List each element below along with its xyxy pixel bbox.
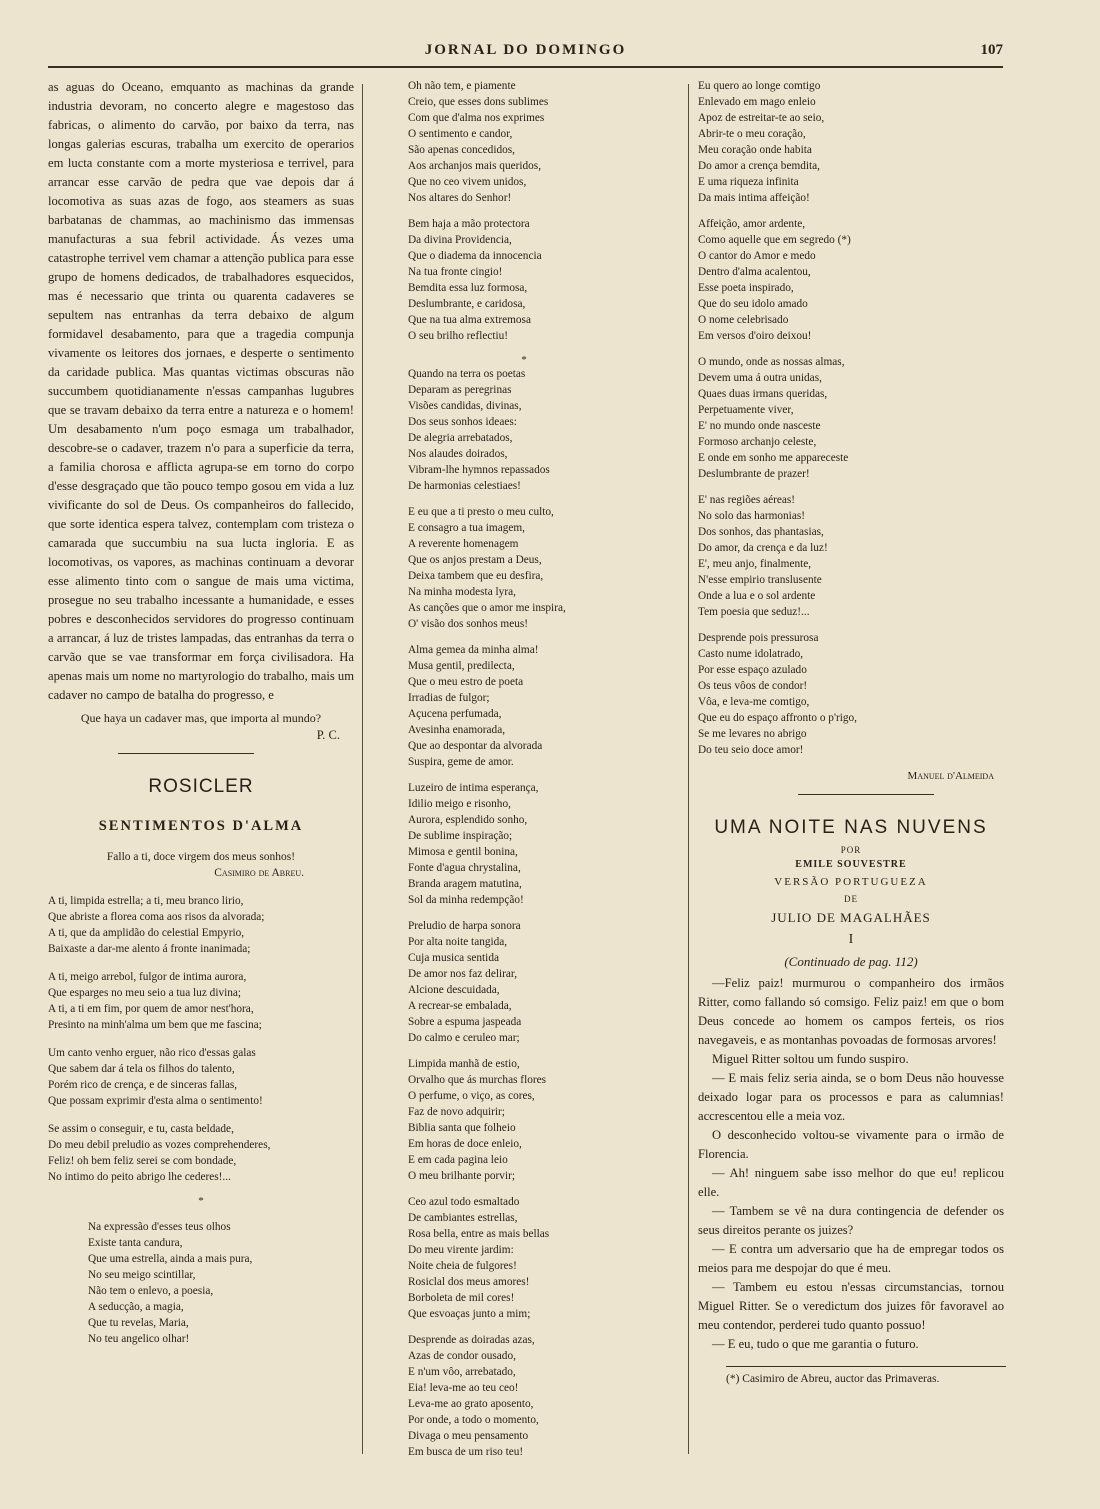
verse-line: Que do seu idolo amado [698, 298, 808, 310]
verse-line: Existe tanta candura, [88, 1237, 183, 1249]
verse-line: E n'um vôo, arrebatado, [408, 1366, 516, 1378]
verse-line: Na tua fronte cingio! [408, 266, 503, 278]
verse-line: E em cada pagina leio [408, 1154, 508, 1166]
verse-line: Na expressão d'esses teus olhos [88, 1221, 231, 1233]
verse-line: De sublime inspiração; [408, 830, 513, 842]
verse-line: Suspira, geme de amor. [408, 756, 514, 768]
verse-line: Do amor, da crença e da luz! [698, 542, 828, 554]
verse-line: A ti, que da amplidão do celestial Empyrio, [48, 927, 245, 939]
stanza [408, 1194, 640, 1322]
verse-line: Na minha modesta lyra, [408, 586, 516, 598]
verse-line: Luzeiro de intima esperança, [408, 782, 539, 794]
verse-line: Aurora, esplendido sonho, [408, 814, 528, 826]
epigraph-text: Fallo a ti, doce virgem dos meus sonhos! [106, 851, 296, 863]
verse-line: A ti, meigo arrebol, fulgor de intima aurora, [48, 971, 247, 983]
stanza [408, 642, 640, 770]
stanza [48, 1121, 354, 1185]
verse-line: Avesinha enamorada, [408, 724, 506, 736]
stanza [698, 492, 1004, 620]
stanza [698, 78, 1004, 206]
verse-line: Da mais intima affeição! [698, 192, 810, 204]
verse-line: E eu que a ti presto o meu culto, [408, 506, 554, 518]
poem-epigraph [48, 849, 354, 881]
journal-title: JORNAL DO DOMINGO [424, 42, 627, 58]
epigraph-author: Casimiro de Abreu. [214, 867, 304, 879]
verse-line: Abrir-te o meu coração, [698, 128, 806, 140]
verse-line: Que eu do espaço affronto o p'rigo, [698, 712, 857, 724]
verse-line: Tem poesia que seduz!... [698, 606, 810, 618]
story-paragraph: Miguel Ritter soltou um fundo suspiro. [712, 1052, 909, 1066]
verse-line: Cuja musica sentida [408, 952, 499, 964]
verse-line: Que esvoaças junto a mim; [408, 1308, 531, 1320]
verse-line: Eu quero ao longe comtigo [698, 80, 821, 92]
stanza [88, 1219, 354, 1347]
verse-line: Vôa, e leva-me comtigo, [698, 696, 810, 708]
verse-line: Não tem o enlevo, a poesia, [88, 1285, 214, 1297]
verse-line: Do meu debil preludio as vozes comprehenderes, [48, 1139, 271, 1151]
verse-line: Presinto na minh'alma um bem que me fascina; [48, 1019, 262, 1031]
verse-line: Biblia santa que folheio [408, 1122, 516, 1134]
section-divider [798, 794, 934, 795]
verse-line: Baixaste a dar-me alento á fronte inanimada; [48, 943, 251, 955]
story-paragraph: O desconhecido voltou-se vivamente para o irmão de Florencia. [698, 1128, 1004, 1161]
verse-line: No teu angelico olhar! [88, 1333, 190, 1345]
verse-line: Que tu revelas, Maria, [88, 1317, 189, 1329]
verse-line: O' visão dos sonhos meus! [408, 618, 529, 630]
verse-line: As canções que o amor me inspira, [408, 602, 566, 614]
verse-line: Esse poeta inspirado, [698, 282, 794, 294]
verse-line: Rosa bella, entre as mais bellas [408, 1228, 550, 1240]
verse-line: E consagro a tua imagem, [408, 522, 526, 534]
verse-line: Divaga o meu pensamento [408, 1430, 529, 1442]
story-title: UMA NOITE NAS NUVENS [714, 817, 988, 838]
story-paragraph: — Tambem se vê na dura contingencia de defender os seus direitos perante os juizes? [698, 1204, 1004, 1237]
stanza [48, 893, 354, 957]
story-paragraph: — E contra um adversario que ha de empregar todos os meios para me despojar do que é meu. [698, 1242, 1004, 1275]
verse-line: Nos altares do Senhor! [408, 192, 512, 204]
story-de: DE [844, 894, 858, 904]
verse-line: Bemdita essa luz formosa, [408, 282, 528, 294]
story-version: VERSÃO PORTUGUEZA [774, 876, 928, 888]
verse-line: De alegria arrebatados, [408, 432, 513, 444]
poem-stanzas-col2-before [408, 78, 640, 344]
article-signature: P. C. [316, 728, 340, 742]
verse-line: Que abriste a florea coma aos risos da alvorada; [48, 911, 265, 923]
verse-line: Musa gentil, predilecta, [408, 660, 515, 672]
verse-line: Alcione descuidada, [408, 984, 500, 996]
verse-line: E', meu anjo, finalmente, [698, 558, 812, 570]
stanza [408, 78, 640, 206]
verse-line: Que o diadema da innocencia [408, 250, 542, 262]
poem-title: ROSICLER [148, 776, 254, 797]
verse-line: Idilio meigo e risonho, [408, 798, 511, 810]
stanza [698, 630, 1004, 758]
verse-line: A seducção, a magia, [88, 1301, 184, 1313]
stanza-separator: * [198, 1195, 204, 1207]
verse-line: Por esse espaço azulado [698, 664, 807, 676]
stanza [408, 1332, 640, 1460]
verse-line: Desprende as doiradas azas, [408, 1334, 535, 1346]
stanza [408, 918, 640, 1046]
story-body [698, 974, 1004, 1354]
verse-line: E' nas regiões aéreas! [698, 494, 796, 506]
verse-line: Um canto venho erguer, não rico d'essas galas [48, 1047, 256, 1059]
verse-line: Porém rico de crença, e de sinceras fallas, [48, 1079, 238, 1091]
verse-line: Branda aragem matutina, [408, 878, 522, 890]
verse-line: E uma riqueza infinita [698, 176, 799, 188]
verse-line: Do amor a crença bemdita, [698, 160, 821, 172]
verse-line: Alma gemea da minha alma! [408, 644, 539, 656]
verse-line: Nos alaudes doirados, [408, 448, 508, 460]
poem-stanzas-col2-after [408, 366, 640, 1460]
verse-line: No intimo do peito abrigo lhe cederes!... [48, 1171, 231, 1183]
verse-line: A ti, limpida estrella; a ti, meu branco lirio, [48, 895, 244, 907]
stanza [408, 780, 640, 908]
verse-line: O perfume, o viço, as cores, [408, 1090, 535, 1102]
poem-stanzas-col1 [48, 893, 354, 1185]
poem-stanzas-col1-after [48, 1219, 354, 1347]
verse-line: E onde em sonho me appareceste [698, 452, 849, 464]
column-3 [698, 78, 1004, 1385]
verse-line: Vibram-lhe hymnos repassados [408, 464, 550, 476]
verse-line: Desprende pois pressurosa [698, 632, 819, 644]
verse-line: Azas de condor ousado, [408, 1350, 516, 1362]
story-paragraph: —Feliz paiz! murmurou o companheiro dos irmãos Ritter, como fallando só comsigo. Feliz paiz! em que o bom Deus concede ao homem os campos ferteis, os rios navegaveis, e as montanhas povoadas de formosas arvores! [698, 976, 1004, 1047]
verse-line: Que possam exprimir d'esta alma o sentimento! [48, 1095, 263, 1107]
verse-line: O cantor do Amor e medo [698, 250, 816, 262]
story-continued: (Continuado de pag. 112) [784, 954, 918, 969]
verse-line: Açucena perfumada, [408, 708, 502, 720]
verse-line: Que esparges no meu seio a tua luz divina; [48, 987, 242, 999]
verse-line: Devem uma á outra unidas, [698, 372, 822, 384]
verse-line: Deparam as peregrinas [408, 384, 512, 396]
verse-line: Deslumbrante de prazer! [698, 468, 810, 480]
verse-line: Que uma estrella, ainda a mais pura, [88, 1253, 253, 1265]
poem-author: Manuel d'Almeida [907, 770, 994, 782]
column-2 [408, 78, 640, 1460]
verse-line: Os teus vôos de condor! [698, 680, 808, 692]
verse-line: Borboleta de mil cores! [408, 1292, 515, 1304]
verse-line: Irradias de fulgor; [408, 692, 490, 704]
verse-line: Onde a lua e o sol ardente [698, 590, 816, 602]
verse-line: São apenas concedidos, [408, 144, 515, 156]
verse-line: Que os anjos prestam a Deus, [408, 554, 542, 566]
verse-line: Orvalho que ás murchas flores [408, 1074, 547, 1086]
verse-line: N'esse empirio translusente [698, 574, 822, 586]
verse-line: No solo das harmonias! [698, 510, 805, 522]
stanza [408, 504, 640, 632]
stanza [48, 1045, 354, 1109]
poem-subtitle: SENTIMENTOS D'ALMA [98, 818, 304, 834]
verse-line: Deslumbrante, e caridosa, [408, 298, 526, 310]
page-number: 107 [980, 42, 1003, 58]
verse-line: Rosiclal dos meus amores! [408, 1276, 530, 1288]
story-paragraph: — Ah! ninguem sabe isso melhor do que eu! replicou elle. [698, 1166, 1004, 1199]
verse-line: A ti, a ti em fim, por quem de amor nest'hora, [48, 1003, 254, 1015]
verse-line: Preludio de harpa sonora [408, 920, 521, 932]
verse-line: Casto nume idolatrado, [698, 648, 804, 660]
column-rule [362, 84, 363, 1454]
footnote: (*) Casimiro de Abreu, auctor das Primaveras. [726, 1366, 1006, 1385]
verse-line: Fonte d'agua chrystalina, [408, 862, 521, 874]
poem-stanzas-col3 [698, 78, 1004, 758]
stanza-separator: * [521, 354, 527, 366]
stanza [698, 354, 1004, 482]
verse-line: Em versos d'oiro deixou! [698, 330, 812, 342]
verse-line: Do meu virente jardim: [408, 1244, 514, 1256]
verse-line: Affeição, amor ardente, [698, 218, 806, 230]
verse-line: Com que d'alma nos exprimes [408, 112, 545, 124]
verse-line: O seu brilho reflectiu! [408, 330, 509, 342]
verse-line: Visões candidas, divinas, [408, 400, 522, 412]
verse-line: Ceo azul todo esmaltado [408, 1196, 520, 1208]
verse-line: Quando na terra os poetas [408, 368, 526, 380]
verse-line: Sobre a espuma jaspeada [408, 1016, 522, 1028]
verse-line: De amor nos faz delirar, [408, 968, 518, 980]
verse-line: Se assim o conseguir, e tu, casta beldade, [48, 1123, 234, 1135]
verse-line: Em busca de um riso teu! [408, 1446, 524, 1458]
article-paragraph: as aguas do Oceano, emquanto as machinas da grande industria devoram, no concerto alegre e magestoso das fabricas, o alimento do carvão, por baixo da terra, nas longas galerias escuras, trabalha um exercito de operarios em lucta constante com a morte mysteriosa e terrivel, para arrancar esse carvão de pedra que vae depois dar á locomotiva as suas azas de fogo, aos steamers as suas barbatanas de chammas, ao machinismo das immensas manufacturas a sua febril actividade. Ás vezes uma catastrophe terrivel vem chamar a attenção publica para esse grupo de homens dedicados, de trabalhadores esquecidos, mas é necessario que trinta ou quarenta cadaveres se sepultem nas entranhas da terra debaixo de algum formidavel desabamento, para que a tragedia compunja vivamente os leitores dos jornaes, e desperte o sentimento da caridade publica. Mas quantas victimas obscuras não succumbem quotidianamente n'essas campanhas lugubres que se travam debaixo da terra entre a natureza e o homem! Um desabamento n'um poço esmaga um trabalhador, descobre-se o cadaver, trazem n'o para a superficie da terra, a familia chorosa e afflicta agrupa-se em torno do corpo d'esse desgraçado que tão pouco tempo gosou em vida a luz vivificante do sol de Deus. Os companheiros do fallecido, que sorte identica espera talvez, contemplam com tristeza o camarada que succumbiu na sua lucta ingloria. E as locomotivas, os vapores, as machinas continuam a devorar esse alimento tinto com o sangue de mais uma victima, prosegue no seu trabalho incessante a humanidade, e esses pobres e desconhecidos servidores do progresso continuam a arrancar, á luz de tristes lampadas, das entranhas da terra o carvão que se vae transformar em força civilisadora. Ha apenas mais um nome no martyrologio do trabalho, mais um cadaver no campo de batalha do progresso, e [48, 80, 354, 702]
verse-line: Eia! leva-me ao teu ceo! [408, 1382, 519, 1394]
verse-line: Sol da minha redempção! [408, 894, 524, 906]
verse-line: Creio, que esses dons sublimes [408, 96, 549, 108]
verse-line: Feliz! oh bem feliz serei se com bondade, [48, 1155, 237, 1167]
verse-line: Apoz de estreitar-te ao seio, [698, 112, 825, 124]
stanza [408, 1056, 640, 1184]
verse-line: Meu coração onde habita [698, 144, 812, 156]
story-author: EMILE SOUVESTRE [795, 859, 907, 870]
verse-line: Em horas de doce enleio, [408, 1138, 522, 1150]
verse-line: Que ao despontar da alvorada [408, 740, 543, 752]
verse-line: Dos seus sonhos ideaes: [408, 416, 517, 428]
verse-line: A reverente homenagem [408, 538, 519, 550]
verse-line: Limpida manhã de estio, [408, 1058, 520, 1070]
verse-line: Que na tua alma extremosa [408, 314, 531, 326]
verse-line: Que sabem dar á tela os filhos do talento, [48, 1063, 235, 1075]
verse-line: Do calmo e ceruleo mar; [408, 1032, 520, 1044]
stanza [408, 366, 640, 494]
verse-line: De harmonias celestiaes! [408, 480, 521, 492]
verse-line: Por onde, a todo o momento, [408, 1414, 539, 1426]
verse-line: A recrear-se embalada, [408, 1000, 512, 1012]
verse-line: O sentimento e candor, [408, 128, 513, 140]
verse-line: Se me levares no abrigo [698, 728, 807, 740]
story-paragraph: — Tambem eu estou n'essas circumstancias, tornou Miguel Ritter. Se o veredictum dos juizes fôr favoravel ao meu contendor, perderei tudo quanto possuo! [698, 1280, 1004, 1332]
masthead [48, 40, 1003, 68]
verse-line: Perpetuamente viver, [698, 404, 794, 416]
verse-line: O nome celebrisado [698, 314, 789, 326]
verse-line: E' no mundo onde nasceste [698, 420, 821, 432]
verse-line: De cambiantes estrellas, [408, 1212, 518, 1224]
story-paragraph: — E eu, tudo o que me garantia o futuro. [712, 1337, 919, 1351]
verse-line: Que o meu estro de poeta [408, 676, 524, 688]
story-chapter: I [848, 932, 854, 947]
verse-line: Aos archanjos mais queridos, [408, 160, 542, 172]
verse-line: Dentro d'alma acalentou, [698, 266, 811, 278]
verse-line: Oh não tem, e piamente [408, 80, 516, 92]
story-translator: JULIO DE MAGALHÃES [771, 910, 931, 925]
verse-line: O mundo, onde as nossas almas, [698, 356, 845, 368]
section-divider [118, 753, 254, 754]
stanza [698, 216, 1004, 344]
verse-line: O meu brilhante porvir; [408, 1170, 515, 1182]
verse-line: Formoso archanjo celeste, [698, 436, 817, 448]
verse-line: Do teu seio doce amor! [698, 744, 804, 756]
stanza [48, 969, 354, 1033]
verse-line: Da divina Providencia, [408, 234, 512, 246]
story-paragraph: — E mais feliz seria ainda, se o bom Deus não houvesse deixado logar para os processos e para as calumnias! accrescentou elle a meia voz. [698, 1071, 1004, 1123]
stanza [408, 216, 640, 344]
verse-line: Por alta noite tangida, [408, 936, 508, 948]
verse-line: Faz de novo adquirir; [408, 1106, 505, 1118]
verse-line: Bem haja a mão protectora [408, 218, 530, 230]
story-by: POR [840, 845, 862, 855]
verse-line: Leva-me ao grato aposento, [408, 1398, 534, 1410]
verse-line: No seu meigo scintillar, [88, 1269, 196, 1281]
verse-line: Mimosa e gentil bonina, [408, 846, 518, 858]
verse-line: Como aquelle que em segredo (*) [698, 234, 851, 246]
verse-line: Deixa tambem que eu desfira, [408, 570, 544, 582]
column-1 [48, 78, 354, 1347]
verse-line: Quaes duas irmans queridas, [698, 388, 828, 400]
verse-line: Dos sonhos, das phantasias, [698, 526, 824, 538]
verse-line: Enlevado em mago enleio [698, 96, 816, 108]
verse-line: Que no ceo vivem unidos, [408, 176, 527, 188]
column-rule [688, 84, 689, 1454]
article-quote: Que haya un cadaver mas, que importa al mundo? [80, 711, 322, 725]
verse-line: Noite cheia de fulgores! [408, 1260, 517, 1272]
